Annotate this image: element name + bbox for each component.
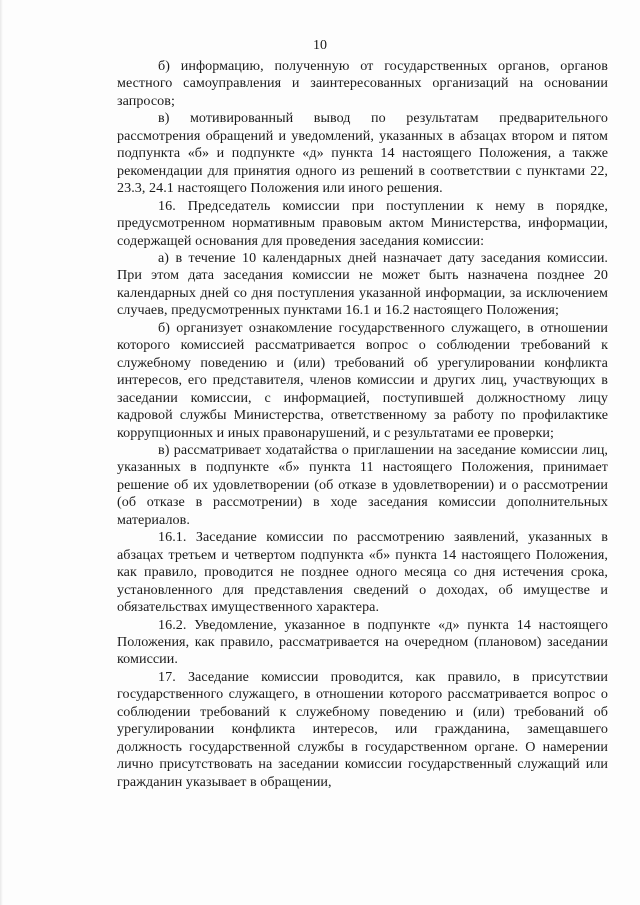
paragraph-1b-information: б) информацию, полученную от государственных органов, органов местного самоуправления и заинтересованных организаций на основании запросов; bbox=[117, 58, 608, 109]
paragraph-16b-familiarization: б) организует ознакомление государственного служащего, в отношении которого комиссией рассматривается вопрос о соблюдении требований к служебному поведению и (или) требований об урегулировании конфликта интересов, его представителя, членов комиссии и других лиц, участвующих в заседании комиссии, с информацией, поступившей должностному лицу кадровой службы Министерства, ответственному за работу по профилактике коррупционных и иных правонарушений, и с результатами ее проверки; bbox=[117, 319, 608, 441]
paragraph-16-1-applications: 16.1. Заседание комиссии по рассмотрению заявлений, указанных в абзацах третьем и четвертом подпункта «б» пункта 14 настоящего Положения, как правило, проводится не позднее одного месяца со дня истечения срока, установленного для представления сведений о доходах, об имуществе и обязательствах имущественного характера. bbox=[117, 529, 608, 616]
scan-edge-shadow bbox=[0, 0, 3, 905]
paragraph-1v-motivated-conclusion: в) мотивированный вывод по результатам предварительного рассмотрения обращений и уведомлений, указанных в абзацах втором и пятом подпункта «б» и подпункте «д» пункта 14 настоящего Положения, а также рекомендации для принятия одного из решений в соответствии с пунктами 22, 23.3, 24.1 настоящего Положения или иного решения. bbox=[117, 110, 608, 197]
page-number: 10 bbox=[313, 38, 327, 53]
document-body bbox=[117, 58, 608, 791]
paragraph-16a-meeting-date: а) в течение 10 календарных дней назначает дату заседания комиссии. При этом дата заседания комиссии не может быть назначена позднее 20 календарных дней со дня поступления указанной информации, за исключением случаев, предусмотренных пунктами 16.1 и 16.2 настоящего Положения; bbox=[117, 249, 608, 319]
paragraph-16-chairman: 16. Председатель комиссии при поступлении к нему в порядке, предусмотренном нормативным правовым актом Министерства, информации, содержащей основания для проведения заседания комиссии: bbox=[117, 197, 608, 249]
paragraph-16v-petitions: в) рассматривает ходатайства о приглашении на заседание комиссии лиц, указанных в подпункте «б» пункта 11 настоящего Положения, принимает решение об их удовлетворении (об отказе в удовлетворении) и о рассмотрении (об отказе в рассмотрении) в ходе заседания комиссии дополнительных материалов. bbox=[117, 441, 608, 528]
paragraph-16-2-notification: 16.2. Уведомление, указанное в подпункте «д» пункта 14 настоящего Положения, как правило, рассматривается на очередном (плановом) заседании комиссии. bbox=[117, 616, 608, 668]
paragraph-17-meeting-presence: 17. Заседание комиссии проводится, как правило, в присутствии государственного служащего, в отношении которого рассматривается вопрос о соблюдении требований к служебному поведению и (или) требований об урегулировании конфликта интересов, или гражданина, замещавшего должность государственной службы в государственном органе. О намерении лично присутствовать на заседании комиссии государственный служащий или гражданин указывает в обращении, bbox=[117, 668, 608, 790]
